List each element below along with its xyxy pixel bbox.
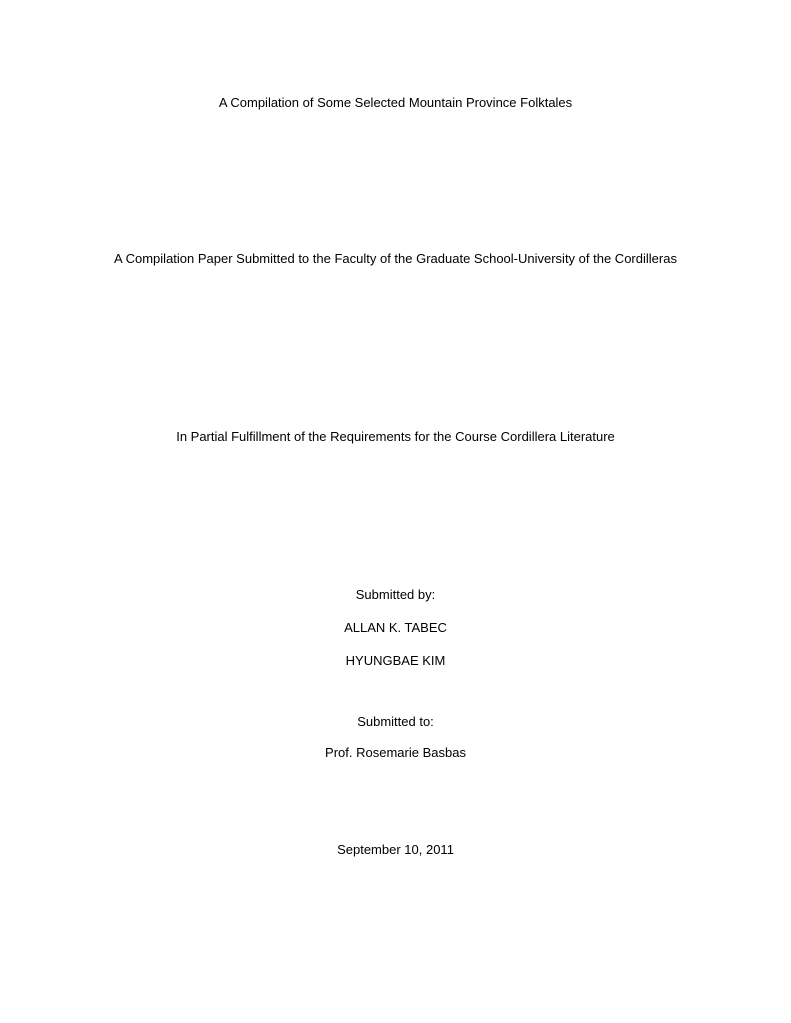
document-purpose: In Partial Fulfillment of the Requirements for the Course Cordillera Literature [176, 429, 615, 444]
recipient-name: Prof. Rosemarie Basbas [325, 745, 466, 760]
author-name: ALLAN K. TABEC [344, 620, 447, 635]
author-name: HYUNGBAE KIM [345, 653, 446, 668]
submitted-to-label: Submitted to: [357, 714, 434, 729]
document-date: September 10, 2011 [337, 842, 454, 857]
submitted-by-label: Submitted by: [355, 587, 436, 602]
document-title: A Compilation of Some Selected Mountain Province Folktales [218, 95, 573, 110]
document-description: A Compilation Paper Submitted to the Faculty of the Graduate School-University of the Cordilleras [114, 251, 677, 266]
